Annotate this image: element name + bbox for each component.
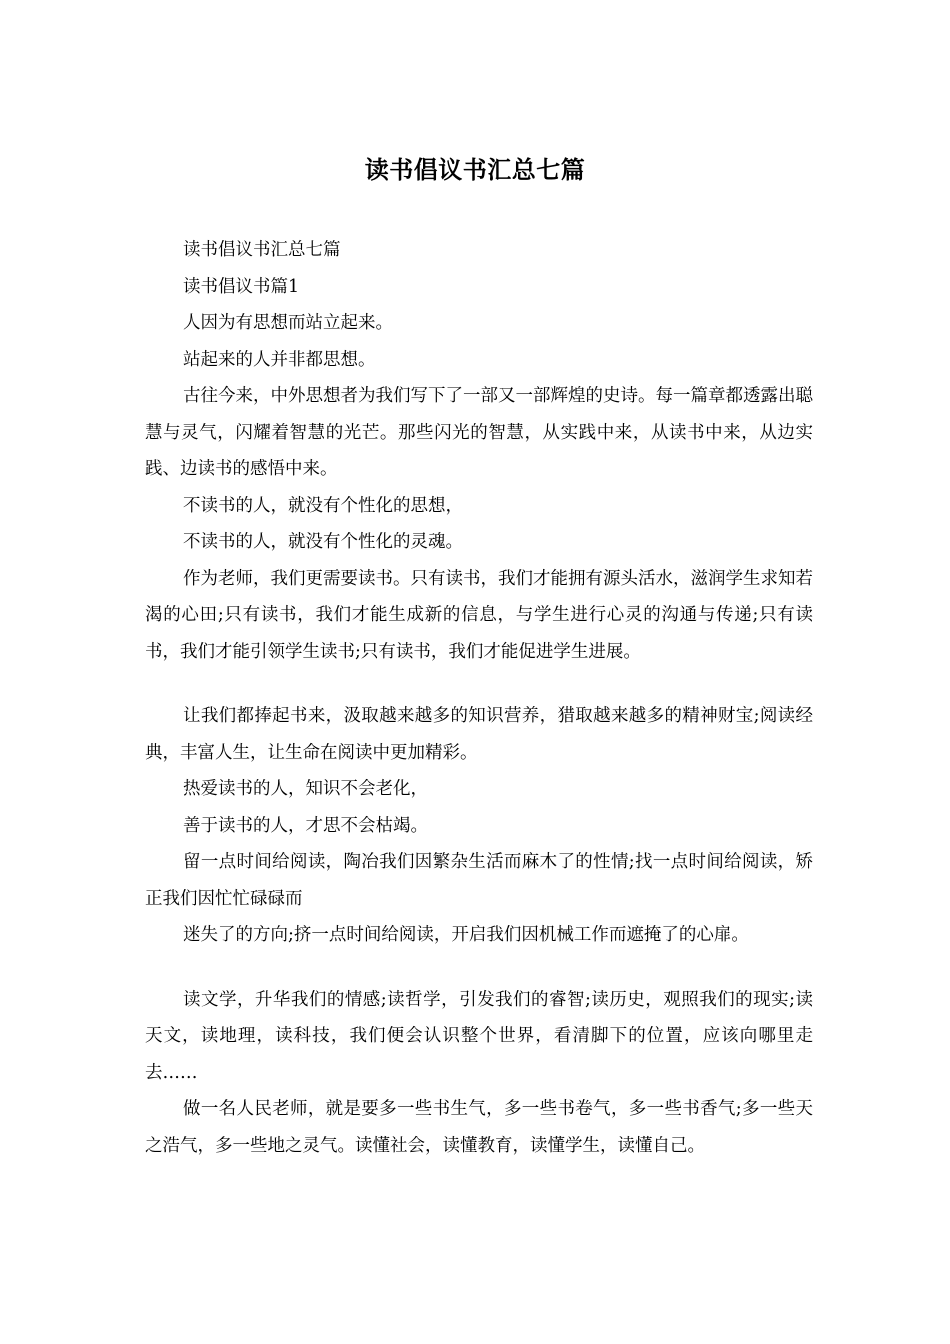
paragraph: 读文学，升华我们的情感;读哲学，引发我们的睿智;读历史，观照我们的现实;读天文，读地理，读科技，我们便会认识整个世界，看清脚下的位置，应该向哪里走去…… xyxy=(145,989,813,1083)
paragraph: 留一点时间给阅读，陶冶我们因繁杂生活而麻木了的性情;找一点时间给阅读，矫正我们因忙忙碌碌而 xyxy=(145,852,813,909)
paragraph: 作为老师，我们更需要读书。只有读书，我们才能拥有源头活水，滋润学生求知若渴的心田;只有读书，我们才能生成新的信息，与学生进行心灵的沟通与传递;只有读书，我们才能引领学生读书;只有读书，我们才能促进学生进展。 xyxy=(145,568,813,662)
paragraph-section-heading: 读书倡议书篇1 xyxy=(183,276,300,297)
paragraph: 善于读书的人，才思不会枯竭。 xyxy=(183,815,428,836)
paragraph: 不读书的人，就没有个性化的思想， xyxy=(183,495,463,516)
paragraph: 做一名人民老师，就是要多一些书生气，多一些书卷气，多一些书香气;多一些天之浩气，多一些地之灵气。读懂社会，读懂教育，读懂学生，读懂自己。 xyxy=(145,1099,813,1156)
document-title: 读书倡议书汇总七篇 xyxy=(364,155,586,184)
paragraph: 站起来的人并非都思想。 xyxy=(183,349,376,370)
paragraph: 不读书的人，就没有个性化的灵魂。 xyxy=(183,532,463,552)
paragraph: 人因为有思想而站立起来。 xyxy=(183,313,393,333)
paragraph: 迷失了的方向;挤一点时间给阅读，开启我们因机械工作而遮掩了的心扉。 xyxy=(183,925,749,945)
paragraph-subtitle: 读书倡议书汇总七篇 xyxy=(183,240,341,260)
paragraph: 让我们都捧起书来，汲取越来越多的知识营养，猎取越来越多的精神财宝;阅读经典，丰富人生，让生命在阅读中更加精彩。 xyxy=(145,706,813,763)
paragraph: 古往今来，中外思想者为我们写下了一部又一部辉煌的史诗。每一篇章都透露出聪慧与灵气，闪耀着智慧的光芒。那些闪光的智慧，从实践中来，从读书中来，从边实践、边读书的感悟中来。 xyxy=(145,386,813,479)
document-body xyxy=(145,232,813,1164)
paragraph: 热爱读书的人，知识不会老化， xyxy=(183,779,428,799)
